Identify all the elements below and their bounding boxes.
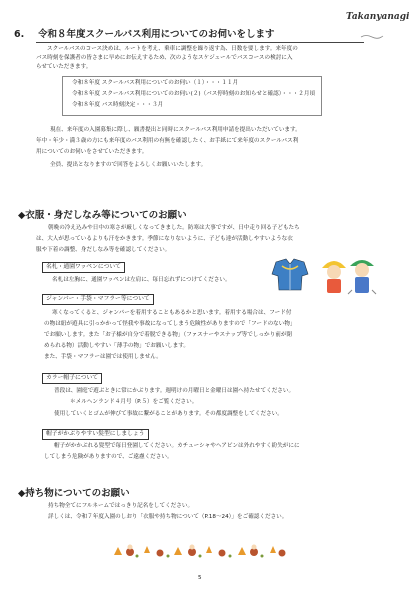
paragraph-line: らせていただきます。: [36, 64, 92, 70]
subsection-label: ジャンパー・手袋・マフラー等について: [42, 294, 154, 305]
paragraph-line: でお願いします。また「お子様が自分で着脱できる物」（ファスナーやスナップ等でしっかり前が閉: [44, 332, 293, 338]
paragraph-line: は、大人が思っているよりも汗をかきます。季節になりないように、子ども達が活動しやすいような衣: [36, 236, 293, 242]
section-number: 6.: [14, 29, 25, 40]
paragraph-line: 使用していくとゴムが伸びて事故に繋がることがあります。その都度調整をしてください。: [54, 411, 283, 417]
subsection-label: 帽子がかぶりやすい髪型にしましょう: [42, 429, 149, 440]
section-title: 令和８年度スクールバス利用についてのお伺いをします: [38, 29, 275, 40]
paragraph-line: バス時刻を保護者の皆さまに早めにお伝えするため、次のようなスケジュールでバスコースの検討に入: [36, 55, 293, 61]
schedule-item: 令和８年度 スクールバス利用についてのお伺い(２)（バス停時刻のお知らせと確認）・・・２月頃: [72, 91, 316, 97]
paragraph-line: 用についてのお伺いをさせていただきます。: [36, 149, 148, 155]
subsection-label: 名札・通園ワッペンについて: [42, 262, 125, 273]
section-heading: ◆持ち物についてのお願い: [18, 488, 130, 499]
children-icon: [318, 252, 378, 296]
paragraph-line: 持ち物全てにフルネームではっきり記名をしてください。: [48, 503, 194, 509]
paragraph-line: 寒くなってくると、ジャンパーを着用することもあるかと思います。着用する場合は、フード付: [52, 310, 292, 316]
paragraph-line: してしまう危険がありますので、ご遠慮ください。: [44, 454, 173, 460]
paragraph-line: の物は紐が遊具に引っかかって怪我や事故になってしまう危険性がありますので「フードのない物」: [44, 321, 296, 327]
school-logo: [346, 12, 409, 22]
subsection-label: カラー帽子について: [42, 373, 102, 384]
paragraph-line: 名札は左胸に、通園ワッペンは左肩に、毎日忘れずにつけてください。: [52, 277, 231, 283]
page-number: 5: [198, 575, 202, 581]
section-title-underline: [36, 42, 364, 43]
paragraph-line: 帽子がかかぶれる髪型で毎日登園してください。カチューシャやヘアピンは外れやすく紛失がにに: [54, 443, 300, 449]
clothes-icon: [268, 256, 314, 294]
schedule-item: 令和８年度 バス時刻決定・・・３月: [72, 102, 164, 108]
logo-text: Takanyanagi: [346, 12, 409, 22]
paragraph-line: ＊メルヘンランド４月号（P.５）をご覧ください。: [70, 399, 198, 405]
paragraph-line: 全員、提出となりますので回答をよろしくお願いいたします。: [50, 162, 207, 168]
schedule-item: 令和８年度 スクールバス利用についてのお伺い（１）・・・１１月: [72, 80, 239, 86]
paragraph-line: 年中・年少・満３歳の方にも来年度のバス利用の有無を確認したく、お手紙にて来年度のスクールバス利: [36, 138, 299, 144]
autumn-border-icon: [110, 541, 290, 561]
paragraph-line: められる物）活動しやすい「薄手の物」でお願いします。: [44, 343, 189, 349]
paragraph-line: また、手袋・マフラーは園では使用しません。: [44, 354, 162, 360]
paragraph-line: 服や下着の調整、身だしなみ等を確認してください。: [36, 247, 171, 253]
paragraph-line: 詳しくは、令和７年度入園のしおり「衣服や持ち物について（P.18～24）」をご確認ください。: [48, 514, 288, 520]
section-heading: ◆衣服・身だしなみ等についてのお願い: [18, 210, 187, 221]
paragraph-line: 朝晩の冷え込みや日中の寒さが厳しくなってきました。防寒は大事ですが、日中走り回る子どもたち: [48, 225, 300, 231]
paragraph-line: スクールバスのコース決めは、ルートを考え、乗車に調整を繰り返す為、日数を要します。来年度の: [47, 46, 298, 52]
paragraph-line: 普段は、園庭で遊ぶときに常にかぶります。週明けの月曜日と金曜日は園へ持たせてください。: [54, 388, 295, 394]
logo-sub-icon: [360, 24, 384, 30]
paragraph-line: 現在、来年度の入園募集に際し、願書提出と同時にスクールバス利用申請を提出いただいています。: [50, 127, 301, 133]
